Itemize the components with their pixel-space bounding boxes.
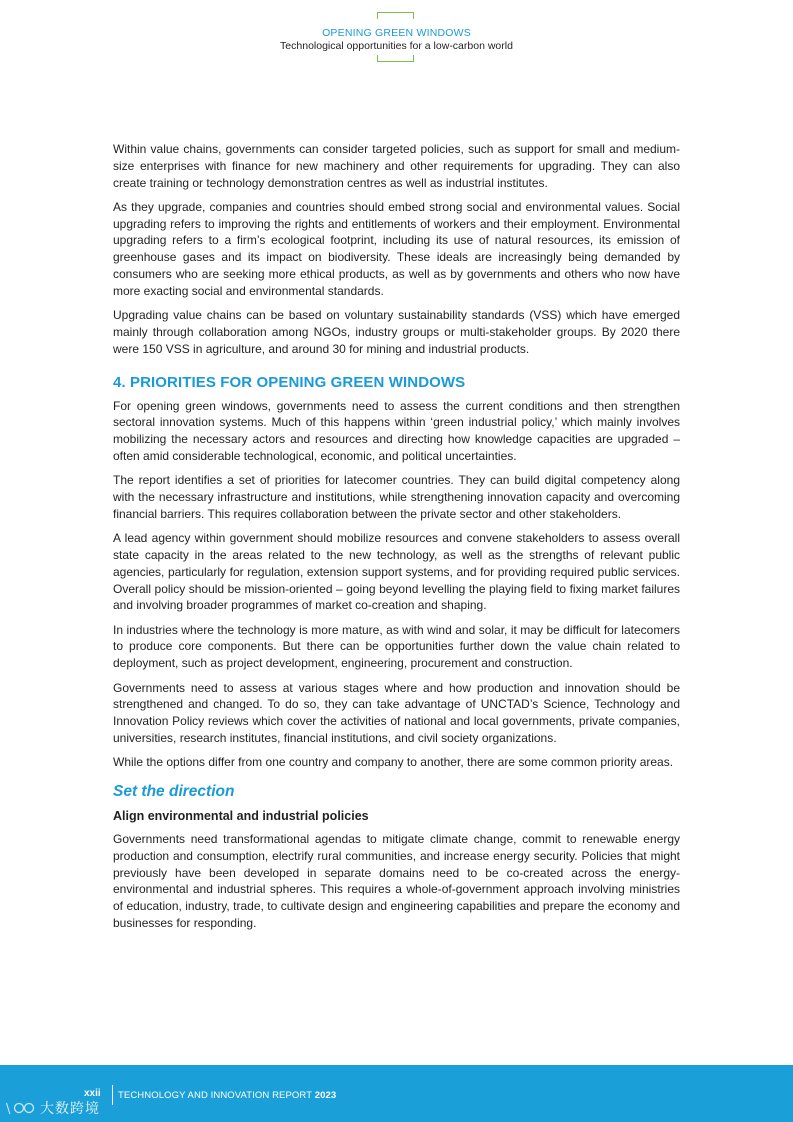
body-paragraph: Within value chains, governments can consider targeted policies, such as support for small and medium-size enterprises with finance for new machinery and other requirements for upgrading. They can also create training or technology demonstration centres as well as industrial institutes.	[113, 142, 680, 190]
header-title: OPENING GREEN WINDOWS	[322, 27, 471, 39]
section-heading: 4. PRIORITIES FOR OPENING GREEN WINDOWS	[113, 373, 466, 391]
watermark-text: 大数跨境	[40, 1101, 100, 1117]
body-paragraph: Governments need to assess at various stages where and how production and innovation should be strengthened and changed. To do so, they can take advantage of UNCTAD’s Science, Technology and Innovation Policy reviews which cover the activities of national and local governments, private companies, universities, research institutes, financial institutions, and civil society organizations.	[113, 680, 680, 745]
watermark-logo-icon	[6, 1100, 36, 1116]
page-number: xxii	[84, 1088, 101, 1099]
footer-report-title	[118, 1090, 336, 1101]
body-paragraph: Governments need transformational agendas to mitigate climate change, commit to renewable energy production and consumption, electrify rural communities, and increase energy security. Policies that might previously have been developed in separate domains need to be co-created across the energy-environmental and industrial spheres. This requires a whole-of-government approach involving ministries of education, industry, trade, to cultivate design and engineering capabilities and prepare the economy and businesses for responding.	[113, 832, 680, 930]
body-paragraph: A lead agency within government should mobilize resources and convene stakeholders to assess overall state capacity in the areas related to the new technology, as well as the strengths of relevant public agencies, particularly for regulation, extension support systems, and for providing required public services. Overall policy should be mission-oriented – going beyond levelling the playing field to fixing market failures and involving broader programmes of market co-creation and shaping.	[113, 531, 680, 613]
subsection-subhead: Align environmental and industrial policies	[113, 809, 369, 823]
footer-divider	[112, 1085, 113, 1105]
page-body	[113, 141, 680, 939]
page-header	[0, 12, 793, 64]
body-paragraph: For opening green windows, governments need to assess the current conditions and then strengthen sectoral innovation systems. Much of this happens within ‘green industrial policy,’ which mainly involves mobilizing the necessary actors and resources and directing how knowledge capacities are upgraded – often amid considerable technological, economic, and political uncertainties.	[113, 398, 680, 463]
header-bracket-top	[377, 12, 414, 19]
body-paragraph: As they upgrade, companies and countries should embed strong social and environmental values. Social upgrading refers to improving the rights and entitlements of workers and their employment. Environmental upgrading refers to a firm’s ecological footprint, including its use of natural resources, its emission of greenhouse gases and its impact on biodiversity. These ideals are increasingly being demanded by consumers who are seeking more ethical products, as well as by governments and others who now have more exacting social and environmental standards.	[113, 199, 680, 298]
header-bracket-bottom	[377, 55, 414, 62]
report-title-text: TECHNOLOGY AND INNOVATION REPORT	[118, 1090, 312, 1101]
subsection-heading: Set the direction	[113, 783, 235, 800]
watermark	[6, 1098, 100, 1118]
report-year: 2023	[314, 1090, 337, 1101]
body-paragraph: In industries where the technology is more mature, as with wind and solar, it may be difficult for latecomers to produce core components. But there can be opportunities further down the value chain related to deployment, such as project development, engineering, procurement and construction.	[113, 622, 680, 671]
body-paragraph: Upgrading value chains can be based on voluntary sustainability standards (VSS) which have emerged mainly through collaboration among NGOs, industry groups or multi-stakeholder groups. By 2020 there were 150 VSS in agriculture, and around 30 for mining and industrial products.	[113, 308, 680, 356]
svg-text:\: \	[6, 1102, 11, 1116]
body-paragraph: While the options differ from one country and company to another, there are some common priority areas.	[113, 755, 674, 770]
page-footer	[0, 1065, 793, 1122]
header-subtitle: Technological opportunities for a low-carbon world	[280, 40, 513, 52]
body-paragraph: The report identifies a set of priorities for latecomer countries. They can build digital competency along with the necessary infrastructure and institutions, while strengthening innovation capacity and overcoming financial barriers. This requires collaboration between the private sector and other stakeholders.	[113, 473, 680, 521]
